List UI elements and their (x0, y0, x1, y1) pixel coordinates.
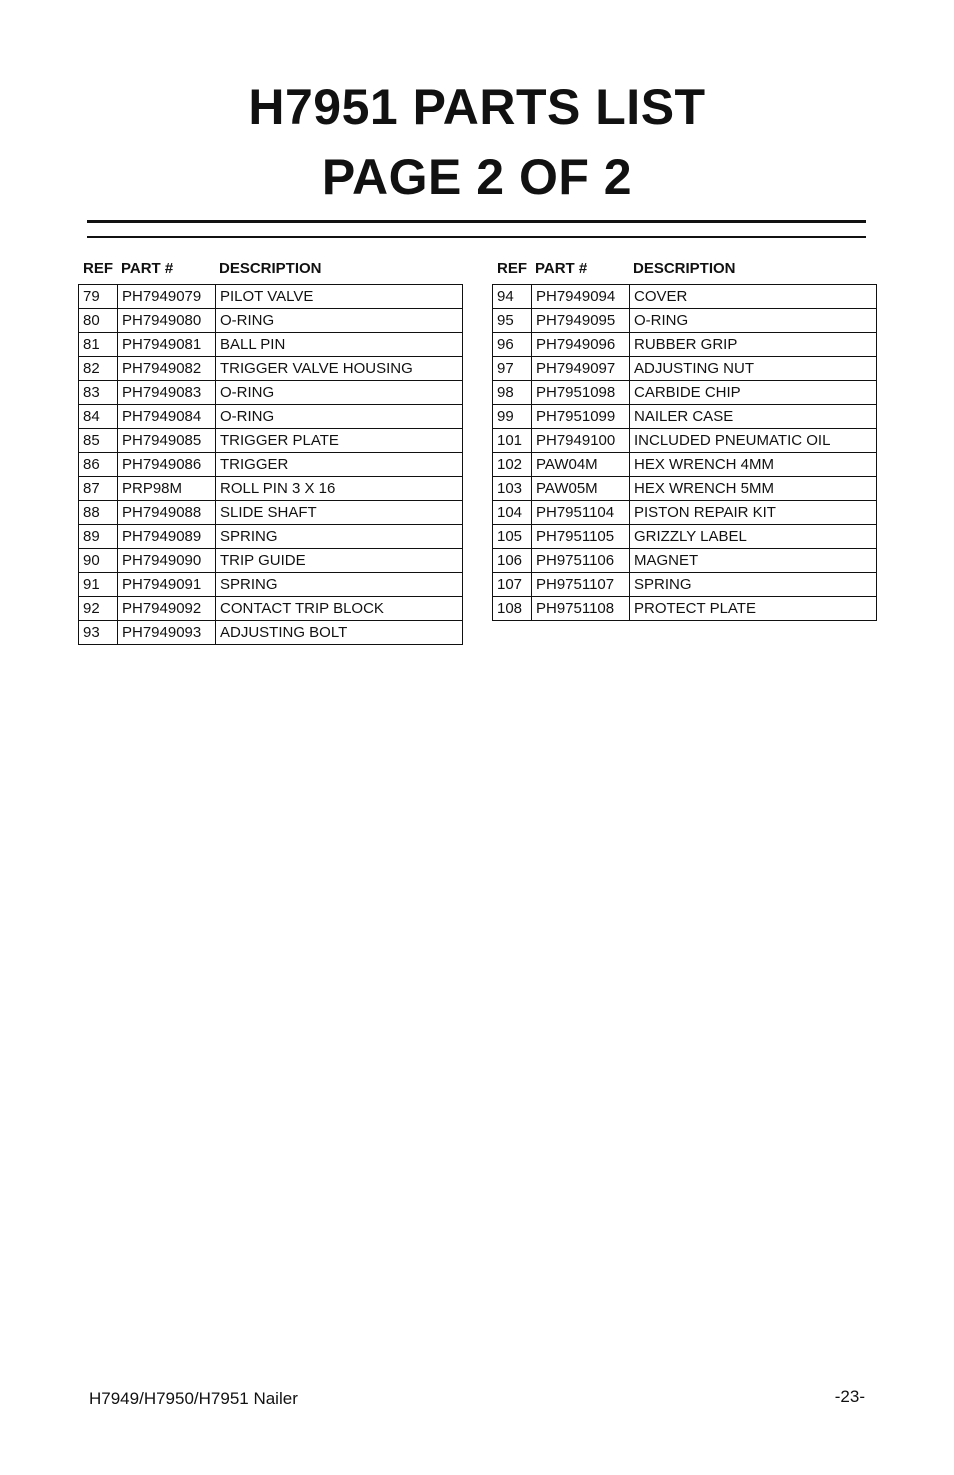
ref-cell: 94 (493, 285, 532, 309)
part-number-cell: PH7951098 (532, 381, 630, 405)
part-number-cell: PAW04M (532, 453, 630, 477)
ref-cell: 91 (79, 573, 118, 597)
ref-cell: 79 (79, 285, 118, 309)
part-number-cell: PAW05M (532, 477, 630, 501)
ref-cell: 99 (493, 405, 532, 429)
table-row (493, 333, 877, 357)
description-cell: SLIDE SHAFT (216, 501, 463, 525)
ref-cell: 89 (79, 525, 118, 549)
part-number-cell: PH9751106 (532, 549, 630, 573)
ref-cell: 80 (79, 309, 118, 333)
ref-cell: 86 (79, 453, 118, 477)
description-cell: TRIP GUIDE (216, 549, 463, 573)
ref-cell: 81 (79, 333, 118, 357)
part-number-cell: PH7949086 (118, 453, 216, 477)
description-cell: CARBIDE CHIP (630, 381, 877, 405)
description-cell: NAILER CASE (630, 405, 877, 429)
table-row (79, 309, 463, 333)
table-row (493, 525, 877, 549)
table-header (78, 258, 463, 284)
ref-cell: 88 (79, 501, 118, 525)
part-number-cell: PH7949092 (118, 597, 216, 621)
part-number-cell: PH9751108 (532, 597, 630, 621)
ref-cell: 103 (493, 477, 532, 501)
description-cell: RUBBER GRIP (630, 333, 877, 357)
description-cell: PILOT VALVE (216, 285, 463, 309)
ref-cell: 87 (79, 477, 118, 501)
part-number-cell: PH7949093 (118, 621, 216, 645)
parts-table-right (492, 258, 877, 621)
table-row (79, 597, 463, 621)
ref-cell: 82 (79, 357, 118, 381)
description-cell: COVER (630, 285, 877, 309)
description-cell: SPRING (216, 525, 463, 549)
description-cell: INCLUDED PNEUMATIC OIL (630, 429, 877, 453)
ref-cell: 98 (493, 381, 532, 405)
parts-table (78, 284, 463, 645)
table-row (493, 405, 877, 429)
description-cell: ADJUSTING NUT (630, 357, 877, 381)
ref-cell: 101 (493, 429, 532, 453)
ref-cell: 95 (493, 309, 532, 333)
parts-table-left (78, 258, 463, 645)
ref-cell: 97 (493, 357, 532, 381)
description-cell: HEX WRENCH 4MM (630, 453, 877, 477)
description-cell: HEX WRENCH 5MM (630, 477, 877, 501)
part-number-cell: PH7951099 (532, 405, 630, 429)
ref-cell: 93 (79, 621, 118, 645)
title-divider-thin (87, 236, 866, 238)
part-number-cell: PH7949097 (532, 357, 630, 381)
description-cell: ROLL PIN 3 X 16 (216, 477, 463, 501)
header-description: DESCRIPTION (219, 260, 322, 277)
parts-table (492, 284, 877, 621)
description-cell: ADJUSTING BOLT (216, 621, 463, 645)
table-row (79, 333, 463, 357)
part-number-cell: PH7949091 (118, 573, 216, 597)
table-row (79, 357, 463, 381)
part-number-cell: PH7949083 (118, 381, 216, 405)
table-row (79, 549, 463, 573)
ref-cell: 92 (79, 597, 118, 621)
header-description: DESCRIPTION (633, 260, 736, 277)
part-number-cell: PH7949100 (532, 429, 630, 453)
table-row (79, 405, 463, 429)
table-row (493, 309, 877, 333)
part-number-cell: PRP98M (118, 477, 216, 501)
part-number-cell: PH7949096 (532, 333, 630, 357)
description-cell: BALL PIN (216, 333, 463, 357)
footer-model-name: H7949/H7950/H7951 Nailer (89, 1389, 298, 1408)
table-row (493, 573, 877, 597)
part-number-cell: PH7949094 (532, 285, 630, 309)
page-number: -23- (834, 1387, 865, 1406)
table-row (493, 477, 877, 501)
table-header (492, 258, 877, 284)
description-cell: SPRING (630, 573, 877, 597)
table-row (79, 525, 463, 549)
page-title: H7951 PARTS LIST (248, 79, 706, 135)
table-row (493, 357, 877, 381)
ref-cell: 102 (493, 453, 532, 477)
table-row (79, 453, 463, 477)
ref-cell: 84 (79, 405, 118, 429)
table-row (493, 453, 877, 477)
header-ref: REF (497, 260, 527, 277)
description-cell: TRIGGER PLATE (216, 429, 463, 453)
ref-cell: 107 (493, 573, 532, 597)
part-number-cell: PH7949095 (532, 309, 630, 333)
description-cell: SPRING (216, 573, 463, 597)
ref-cell: 83 (79, 381, 118, 405)
table-row (79, 285, 463, 309)
table-row (493, 285, 877, 309)
table-row (79, 501, 463, 525)
description-cell: MAGNET (630, 549, 877, 573)
description-cell: O-RING (630, 309, 877, 333)
ref-cell: 96 (493, 333, 532, 357)
description-cell: O-RING (216, 405, 463, 429)
title-divider-thick (87, 220, 866, 223)
ref-cell: 85 (79, 429, 118, 453)
part-number-cell: PH7949080 (118, 309, 216, 333)
part-number-cell: PH7951104 (532, 501, 630, 525)
description-cell: CONTACT TRIP BLOCK (216, 597, 463, 621)
header-part-number: PART # (121, 260, 174, 277)
table-row (79, 573, 463, 597)
ref-cell: 106 (493, 549, 532, 573)
part-number-cell: PH7949085 (118, 429, 216, 453)
description-cell: O-RING (216, 381, 463, 405)
part-number-cell: PH7949089 (118, 525, 216, 549)
part-number-cell: PH7949084 (118, 405, 216, 429)
table-row (79, 429, 463, 453)
part-number-cell: PH7949079 (118, 285, 216, 309)
description-cell: TRIGGER (216, 453, 463, 477)
part-number-cell: PH7949082 (118, 357, 216, 381)
page-subtitle: PAGE 2 OF 2 (321, 149, 633, 205)
table-row (493, 501, 877, 525)
part-number-cell: PH7949090 (118, 549, 216, 573)
table-row (79, 381, 463, 405)
part-number-cell: PH7949081 (118, 333, 216, 357)
header-part-number: PART # (535, 260, 588, 277)
description-cell: TRIGGER VALVE HOUSING (216, 357, 463, 381)
part-number-cell: PH7951105 (532, 525, 630, 549)
ref-cell: 105 (493, 525, 532, 549)
table-row (79, 477, 463, 501)
description-cell: PISTON REPAIR KIT (630, 501, 877, 525)
description-cell: GRIZZLY LABEL (630, 525, 877, 549)
table-row (493, 429, 877, 453)
description-cell: O-RING (216, 309, 463, 333)
part-number-cell: PH9751107 (532, 573, 630, 597)
ref-cell: 104 (493, 501, 532, 525)
table-row (493, 597, 877, 621)
ref-cell: 90 (79, 549, 118, 573)
table-row (493, 549, 877, 573)
table-row (79, 621, 463, 645)
ref-cell: 108 (493, 597, 532, 621)
table-row (493, 381, 877, 405)
header-ref: REF (83, 260, 113, 277)
description-cell: PROTECT PLATE (630, 597, 877, 621)
part-number-cell: PH7949088 (118, 501, 216, 525)
